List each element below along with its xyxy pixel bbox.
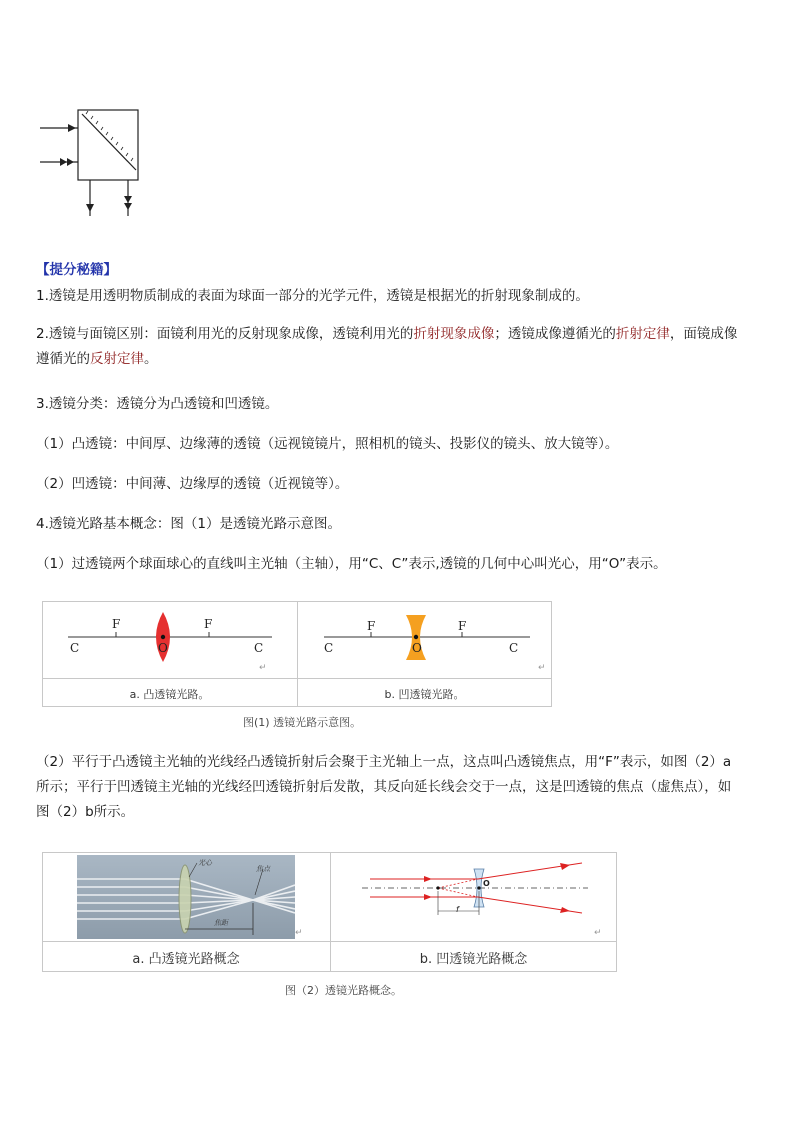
p2-highlight-refraction-law: 折射定律: [615, 326, 670, 342]
concave-label-f-right: F: [458, 619, 467, 633]
convex-label-o: O: [158, 641, 168, 655]
paragraph-8-line-2: 所示；平行于凹透镜主光轴的光线经凹透镜折射后发散，其反向延长线会交于一点，这是凹透镜的焦点（虚焦点），如: [36, 779, 732, 795]
p2-text-f: 遵循光的: [36, 351, 90, 367]
figure-2-right-caption: b. 凹透镜光路概念: [419, 952, 528, 967]
concave-label-f-left: F: [367, 619, 376, 633]
section-title: 【提分秘籍】: [36, 262, 117, 278]
paragraph-3: 3.透镜分类：透镜分为凸透镜和凹透镜。: [36, 396, 279, 412]
convex-lens-diagram: [60, 610, 280, 672]
paragraph-5: （2）凹透镜：中间薄、边缘厚的透镜（近视镜等）。: [36, 476, 349, 492]
figure-1-caption: 图(1) 透镜光路示意图。: [243, 716, 362, 729]
figure-1-left-caption: a. 凸透镜光路。: [129, 688, 210, 701]
figure-2-caption: 图（2）透镜光路概念。: [285, 984, 402, 997]
paragraph-7: （1）过透镜两个球面球心的直线叫主光轴（主轴），用“C、C”表示,透镜的几何中心叫光心，用“O”表示。: [36, 556, 667, 572]
p2-text-h: 。: [144, 351, 158, 367]
paragraph-1: 1.透镜是用透明物质制成的表面为球面一部分的光学元件，透镜是根据光的折射现象制成的。: [36, 288, 589, 304]
convex-label-f-right: F: [204, 617, 213, 631]
photo-label-optical-center: 光心: [198, 859, 212, 867]
p2-highlight-reflection-law: 反射定律: [90, 351, 144, 367]
paragraph-4: （1）凸透镜：中间厚、边缘薄的透镜（远视镜镜片，照相机的镜头、投影仪的镜头、放大镜等）。: [36, 436, 619, 452]
paragraph-6: 4.透镜光路基本概念：图（1）是透镜光路示意图。: [36, 516, 341, 532]
photo-label-focus: 焦点: [256, 865, 270, 873]
concave-label-c-right: C: [509, 641, 519, 655]
p2-text-a: 2.透镜与面镜区别：面镜利用光的反射现象成像，透镜利用光的: [36, 326, 414, 342]
figure-1-right-caption: b. 凹透镜光路。: [384, 688, 465, 701]
beam-splitter-diagram: [36, 100, 146, 220]
paragraph-8-line-3: 图（2）b所示。: [36, 804, 135, 820]
concave-lens-concept-diagram: [360, 857, 590, 923]
figure-2-left-caption: a. 凸透镜光路概念: [132, 952, 240, 967]
p2-text-e: ，面镜成像: [669, 326, 738, 342]
diagram-label-f: f: [456, 905, 459, 914]
p2-highlight-refraction-imaging: 折射现象成像: [413, 326, 495, 342]
concave-label-o: O: [412, 641, 422, 655]
diagram-label-o: O: [483, 879, 490, 888]
concave-label-c-left: C: [324, 641, 334, 655]
convex-label-c-left: C: [70, 641, 80, 655]
paragraph-2: [36, 322, 766, 372]
convex-label-f-left: F: [112, 617, 121, 631]
photo-label-focal-length: 焦距: [214, 919, 228, 927]
paragraph-8-line-1: （2）平行于凸透镜主光轴的光线经凸透镜折射后会聚于主光轴上一点，这点叫凸透镜焦点，用“F”表示，如图（2）a: [36, 754, 732, 770]
concave-lens-diagram: [316, 610, 538, 672]
convex-label-c-right: C: [254, 641, 264, 655]
p2-text-c: ；透镜成像遵循光的: [494, 326, 616, 342]
